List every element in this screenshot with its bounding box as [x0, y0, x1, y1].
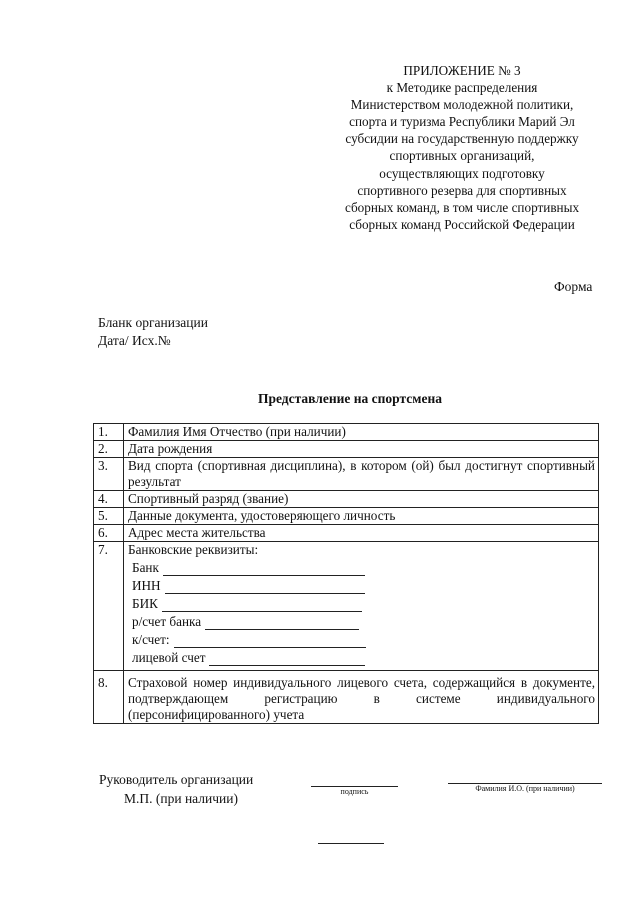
- table-row: [94, 441, 599, 458]
- table-row: [94, 525, 599, 542]
- corr-account-field-label: к/счет:: [132, 632, 170, 647]
- row-number: 6.: [94, 525, 124, 542]
- signature-block: [99, 770, 253, 808]
- row-text: Вид спорта (спортивная дисциплина), в котором (ой) был достигнут спортивный результат: [124, 458, 599, 491]
- appendix-line: спорта и туризма Республики Марий Эл: [349, 114, 575, 130]
- appendix-line: спортивного резерва для спортивных: [357, 182, 567, 198]
- corr-account-fill-line: [174, 635, 366, 648]
- appendix-header: [318, 62, 606, 233]
- inn-field-label: ИНН: [132, 578, 161, 593]
- appendix-line: к Методике распределения: [386, 80, 538, 96]
- table-row: [94, 491, 599, 508]
- bank-fill-line: [163, 563, 365, 576]
- row-text: Дата рождения: [124, 441, 599, 458]
- account-field-label: р/счет банка: [132, 614, 202, 629]
- appendix-line: субсидии на государственную поддержку: [345, 131, 579, 147]
- bottom-divider: [318, 843, 384, 844]
- account-fill-line: [205, 617, 359, 630]
- row-number: 4.: [94, 491, 124, 508]
- appendix-line: спортивных организаций,: [389, 148, 535, 164]
- row-number: 3.: [94, 458, 124, 491]
- document-title: Представление на спортсмена: [257, 391, 443, 406]
- personal-account-fill-line: [209, 653, 365, 666]
- row-number: 8.: [94, 671, 124, 724]
- row-text: Адрес места жительства: [124, 525, 599, 542]
- row-text: Банковские реквизиты:: [128, 542, 259, 557]
- personal-account-field: [128, 648, 595, 666]
- name-caption: Фамилия И.О. (при наличии): [475, 784, 575, 793]
- athlete-table: [93, 423, 599, 724]
- organization-block: [98, 314, 208, 350]
- signature-caption: подпись: [340, 787, 369, 796]
- row-number: 1.: [94, 424, 124, 441]
- head-of-organization-label: Руководитель организации: [99, 772, 254, 787]
- table-row: [94, 671, 599, 724]
- row-text: Фамилия Имя Отчество (при наличии): [124, 424, 599, 441]
- account-field: [128, 612, 595, 630]
- appendix-line: Министерством молодежной политики,: [350, 97, 574, 113]
- form-label: Форма: [554, 279, 593, 294]
- appendix-line: сборных команд Российской Федерации: [349, 216, 575, 232]
- table-row: [94, 508, 599, 525]
- inn-field: [128, 576, 595, 594]
- appendix-line: осуществляющих подготовку: [379, 165, 545, 181]
- inn-fill-line: [165, 581, 365, 594]
- row-text: Спортивный разряд (звание): [124, 491, 599, 508]
- row-number: 5.: [94, 508, 124, 525]
- appendix-line: сборных команд, в том числе спортивных: [344, 199, 580, 215]
- bank-field: [128, 558, 595, 576]
- bik-field: [128, 594, 595, 612]
- org-blank-label: Бланк организации: [98, 315, 208, 330]
- bank-details-cell: [124, 542, 599, 671]
- stamp-label: М.П. (при наличии): [124, 791, 238, 806]
- personal-account-field-label: лицевой счет: [132, 650, 206, 665]
- row-number: 2.: [94, 441, 124, 458]
- table-row: [94, 542, 599, 671]
- date-ref-label: Дата/ Исх.№: [98, 333, 171, 348]
- corr-account-field: [128, 630, 595, 648]
- row-text: Данные документа, удостоверяющего личность: [124, 508, 599, 525]
- bik-fill-line: [162, 599, 362, 612]
- appendix-line: ПРИЛОЖЕНИЕ № 3: [403, 63, 521, 78]
- row-number: 7.: [94, 542, 124, 671]
- table-row: [94, 424, 599, 441]
- table-row: [94, 458, 599, 491]
- row-text: Страховой номер индивидуального лицевого счета, содержащийся в документе, подтверждающем регистрацию в системе индивидуального (персонифицированного) учета: [124, 671, 599, 724]
- bik-field-label: БИК: [132, 596, 158, 611]
- bank-field-label: Банк: [132, 560, 159, 575]
